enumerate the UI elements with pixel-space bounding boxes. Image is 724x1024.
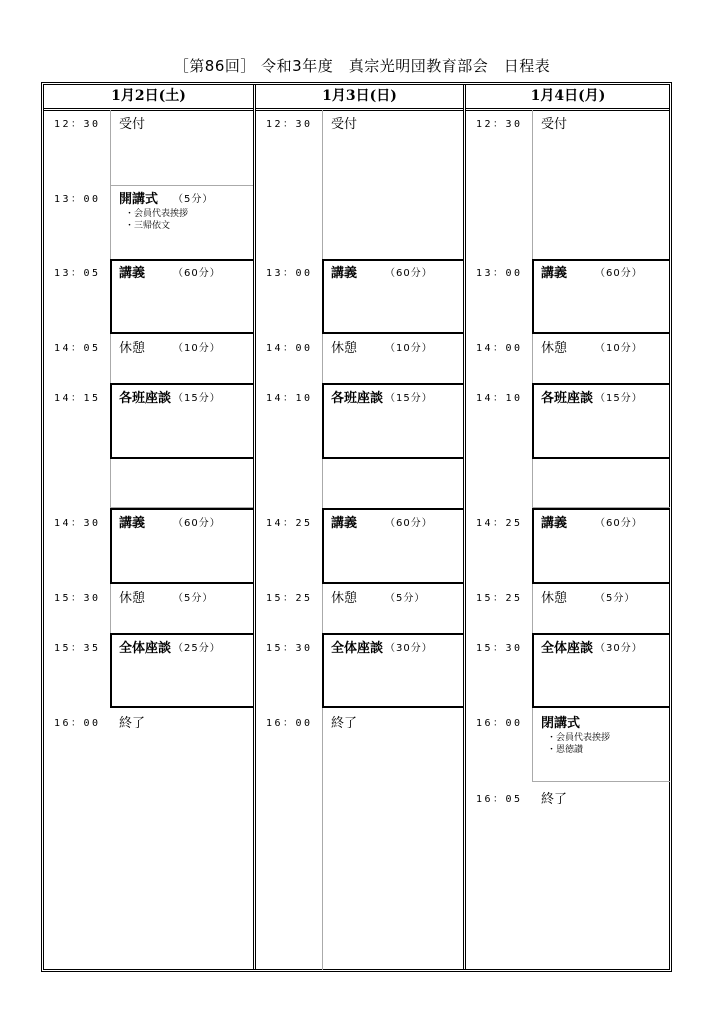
session-subitem: ・会員代表挨拶 — [125, 209, 189, 219]
time-label: 16：00 — [54, 718, 101, 729]
time-label: 15：30 — [266, 643, 313, 654]
session-duration: （30分） — [595, 643, 643, 654]
time-label: 14：00 — [266, 343, 313, 354]
row-divider — [532, 459, 670, 508]
row-divider — [110, 459, 253, 508]
session-label: 各班座談 — [331, 391, 384, 406]
session-label: 休憩 — [331, 341, 358, 356]
time-label: 14：10 — [266, 393, 313, 404]
session-label: 全体座談 — [541, 641, 594, 656]
day-column — [44, 84, 253, 970]
session-label: 開講式 — [119, 192, 159, 207]
session-duration: （60分） — [595, 268, 643, 279]
time-label: 14：25 — [266, 518, 313, 529]
row-divider — [110, 185, 253, 186]
session-duration: （60分） — [595, 518, 643, 529]
time-label: 14：25 — [476, 518, 523, 529]
session-duration: （60分） — [385, 518, 433, 529]
time-label: 15：30 — [476, 643, 523, 654]
time-label: 16：00 — [266, 718, 313, 729]
session-duration: （60分） — [385, 268, 433, 279]
session-duration: （10分） — [173, 343, 221, 354]
session-duration: （15分） — [173, 393, 221, 404]
session-label: 受付 — [541, 117, 568, 132]
session-duration: （30分） — [385, 643, 433, 654]
time-label: 14：05 — [54, 343, 101, 354]
session-label: 休憩 — [331, 591, 358, 606]
session-label: 各班座談 — [119, 391, 172, 406]
time-label: 15：25 — [266, 593, 313, 604]
session-duration: （60分） — [173, 518, 221, 529]
time-label: 12：30 — [266, 119, 313, 130]
session-duration: （10分） — [385, 343, 433, 354]
session-label: 休憩 — [541, 341, 568, 356]
session-duration: （15分） — [595, 393, 643, 404]
session-subitem: ・会員代表挨拶 — [547, 733, 611, 743]
session-label: 休憩 — [541, 591, 568, 606]
session-duration: （5分） — [173, 194, 214, 205]
session-label: 休憩 — [119, 591, 146, 606]
session-subitem: ・恩徳讃 — [547, 745, 584, 755]
time-label: 14：30 — [54, 518, 101, 529]
time-label: 15：25 — [476, 593, 523, 604]
session-label: 終了 — [541, 792, 568, 807]
time-label: 14：15 — [54, 393, 101, 404]
session-duration: （5分） — [173, 593, 214, 604]
session-label: 各班座談 — [541, 391, 594, 406]
session-duration: （5分） — [595, 593, 636, 604]
time-label: 14：00 — [476, 343, 523, 354]
day-header: 1月2日(土) — [44, 84, 253, 111]
time-label: 14：10 — [476, 393, 523, 404]
session-label: 講義 — [119, 516, 146, 531]
time-label: 13：00 — [54, 194, 101, 205]
session-label: 講義 — [331, 266, 358, 281]
time-label: 15：30 — [54, 593, 101, 604]
time-label: 13：00 — [476, 268, 523, 279]
session-label: 終了 — [331, 716, 358, 731]
session-label: 全体座談 — [331, 641, 384, 656]
session-label: 休憩 — [119, 341, 146, 356]
session-label: 講義 — [331, 516, 358, 531]
session-label: 受付 — [331, 117, 358, 132]
session-duration: （15分） — [385, 393, 433, 404]
time-label: 16：00 — [476, 718, 523, 729]
session-label: 講義 — [541, 516, 568, 531]
session-label: 終了 — [119, 716, 146, 731]
time-label: 12：30 — [54, 119, 101, 130]
session-label: 講義 — [119, 266, 146, 281]
day-header: 1月3日(日) — [256, 84, 463, 111]
session-label: 受付 — [119, 117, 146, 132]
time-label: 13：00 — [266, 268, 313, 279]
session-label: 講義 — [541, 266, 568, 281]
session-duration: （25分） — [173, 643, 221, 654]
day-header: 1月4日(月) — [466, 84, 670, 111]
page-title: ［第86回］ 令和3年度 真宗光明団教育部会 日程表 — [173, 57, 551, 75]
time-label: 15：35 — [54, 643, 101, 654]
session-label: 閉講式 — [541, 716, 581, 731]
time-label: 13：05 — [54, 268, 101, 279]
time-label: 12：30 — [476, 119, 523, 130]
session-duration: （10分） — [595, 343, 643, 354]
session-subitem: ・三帰依文 — [125, 221, 171, 231]
session-label: 全体座談 — [119, 641, 172, 656]
session-duration: （60分） — [173, 268, 221, 279]
time-label: 16：05 — [476, 794, 523, 805]
day-column — [463, 84, 670, 970]
day-column — [253, 84, 463, 970]
session-duration: （5分） — [385, 593, 426, 604]
